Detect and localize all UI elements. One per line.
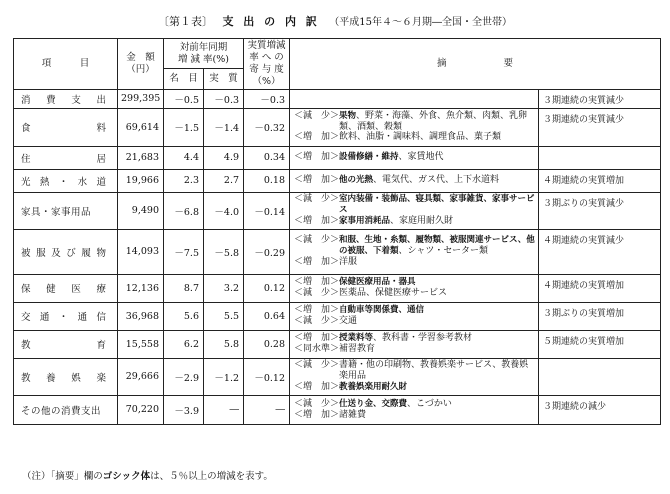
row-remark: ３期連続の減少	[539, 395, 661, 424]
row-item: 家具・家事用品	[14, 192, 118, 229]
row-contribution: －0.14	[244, 192, 290, 229]
table-row	[14, 302, 661, 330]
row-contribution: －0.3	[244, 89, 290, 108]
table-row	[14, 192, 661, 229]
row-nominal-rate: －2.9	[164, 358, 204, 395]
expenditure-table	[13, 38, 661, 425]
row-nominal-rate: 4.4	[164, 146, 204, 169]
row-amount: 36,968	[118, 302, 164, 330]
row-summary: ＜増 加＞ 設備修繕・維持、家賃地代	[290, 146, 539, 169]
row-nominal-rate: 2.3	[164, 169, 204, 192]
row-remark: ４期連続の実質減少	[539, 229, 661, 274]
row-contribution: －0.29	[244, 229, 290, 274]
row-summary: ＜減 少＞ 書籍・他の印刷物、教養娯楽サービス、教養娯楽用品 ＜増 加＞ 教養娯楽用耐久財	[290, 358, 539, 395]
row-item: 住 居	[14, 146, 118, 169]
row-amount: 12,136	[118, 274, 164, 302]
row-contribution: 0.28	[244, 330, 290, 358]
row-real-rate: －1.4	[204, 108, 244, 146]
row-amount: 15,558	[118, 330, 164, 358]
row-real-rate: 2.7	[204, 169, 244, 192]
row-nominal-rate: －7.5	[164, 229, 204, 274]
header-amount: 金 額 （円）	[118, 39, 164, 90]
row-summary	[290, 89, 539, 108]
row-contribution: 0.12	[244, 274, 290, 302]
row-item: 保 健 医 療	[14, 274, 118, 302]
row-summary: ＜増 加＞ 保健医療用品・器具 ＜減 少＞ 医薬品、保健医療サービス	[290, 274, 539, 302]
table-row	[14, 358, 661, 395]
row-summary: ＜減 少＞ 和服、生地・糸類、履物類、被服関連サービス、他の被服、下着類、シャツ・セーター類 ＜増 加＞ 洋服	[290, 229, 539, 274]
header-contribution: 実質増減 率 へ の 寄 与 度 （%）	[244, 39, 290, 90]
row-remark: ３期ぶりの実質減少	[539, 192, 661, 229]
row-amount: 29,666	[118, 358, 164, 395]
row-amount: 19,966	[118, 169, 164, 192]
row-remark: ５期連続の実質増加	[539, 330, 661, 358]
row-real-rate: －0.3	[204, 89, 244, 108]
row-amount: 9,490	[118, 192, 164, 229]
row-item: 教 養 娯 楽	[14, 358, 118, 395]
row-contribution: 0.18	[244, 169, 290, 192]
row-remark: ４期連続の実質増加	[539, 274, 661, 302]
table-title	[0, 13, 670, 29]
table-number: 〔第１表〕	[157, 15, 213, 28]
row-nominal-rate: －6.8	[164, 192, 204, 229]
row-real-rate: ―	[204, 395, 244, 424]
row-real-rate: 3.2	[204, 274, 244, 302]
row-summary: ＜減 少＞ 果物、野菜・海藻、外食、魚介類、肉類、乳卵類、酒類、穀類 ＜増 加＞ 飲料、油脂・調味料、調理食品、菓子類	[290, 108, 539, 146]
row-contribution: －0.12	[244, 358, 290, 395]
row-amount: 70,220	[118, 395, 164, 424]
row-nominal-rate: 5.6	[164, 302, 204, 330]
header-item: 項 目	[14, 39, 118, 90]
row-remark	[539, 358, 661, 395]
row-summary: ＜増 加＞ 授業料等、教科書・学習参考教材 ＜同水準＞ 補習教育	[290, 330, 539, 358]
row-nominal-rate: －1.5	[164, 108, 204, 146]
header-nominal: 名 目	[164, 69, 204, 89]
row-summary: ＜増 加＞ 自動車等関係費、通信 ＜減 少＞ 交通	[290, 302, 539, 330]
row-amount: 14,093	[118, 229, 164, 274]
row-real-rate: －1.2	[204, 358, 244, 395]
row-remark: ４期連続の実質増加	[539, 169, 661, 192]
row-item: 教 育	[14, 330, 118, 358]
table-row	[14, 395, 661, 424]
header-yoy: 対前年同期 増 減 率(%)	[164, 39, 244, 69]
row-amount: 299,395	[118, 89, 164, 108]
row-remark: ３期ぶりの実質増加	[539, 302, 661, 330]
row-real-rate: －5.8	[204, 229, 244, 274]
row-contribution: 0.64	[244, 302, 290, 330]
row-real-rate: 5.8	[204, 330, 244, 358]
row-item: 交 通 ・ 通 信	[14, 302, 118, 330]
row-nominal-rate: －0.5	[164, 89, 204, 108]
row-nominal-rate: －3.9	[164, 395, 204, 424]
table-subtitle: （平成15年４～６月期―全国・全世帯）	[329, 17, 513, 28]
row-summary: ＜増 加＞ 他の光熱、電気代、ガス代、上下水道料	[290, 169, 539, 192]
row-summary: ＜減 少＞ 仕送り金、交際費、こづかい ＜増 加＞ 諸雑費	[290, 395, 539, 424]
table-main-title: 支 出 の 内 訳	[222, 15, 320, 28]
row-contribution: －0.32	[244, 108, 290, 146]
row-amount: 21,683	[118, 146, 164, 169]
table-row	[14, 169, 661, 192]
row-nominal-rate: 6.2	[164, 330, 204, 358]
header-real: 実 質	[204, 69, 244, 89]
row-contribution: ―	[244, 395, 290, 424]
table-row	[14, 330, 661, 358]
table-row	[14, 229, 661, 274]
footnote: （注）「摘要」欄のゴシック体は、５％以上の増減を表す。	[22, 471, 273, 482]
table-row	[14, 89, 661, 108]
row-summary: ＜減 少＞ 室内装備・装飾品、寝具類、家事雑貨、家事サービス ＜増 加＞ 家事用消耗品、家庭用耐久財	[290, 192, 539, 229]
header-summary: 摘 要	[290, 39, 661, 90]
row-item: 被 服 及 び 履 物	[14, 229, 118, 274]
row-remark: ３期連続の実質減少	[539, 89, 661, 108]
row-real-rate: －4.0	[204, 192, 244, 229]
row-remark	[539, 146, 661, 169]
row-amount: 69,614	[118, 108, 164, 146]
row-item: 食 料	[14, 108, 118, 146]
row-item: その他の消費支出	[14, 395, 118, 424]
row-remark: ３期連続の実質減少	[539, 108, 661, 146]
row-item: 光 熱 ・ 水 道	[14, 169, 118, 192]
row-item: 消 費 支 出	[14, 89, 118, 108]
row-nominal-rate: 8.7	[164, 274, 204, 302]
row-real-rate: 4.9	[204, 146, 244, 169]
table-row	[14, 274, 661, 302]
table-row	[14, 108, 661, 146]
row-real-rate: 5.5	[204, 302, 244, 330]
table-row	[14, 146, 661, 169]
row-contribution: 0.34	[244, 146, 290, 169]
